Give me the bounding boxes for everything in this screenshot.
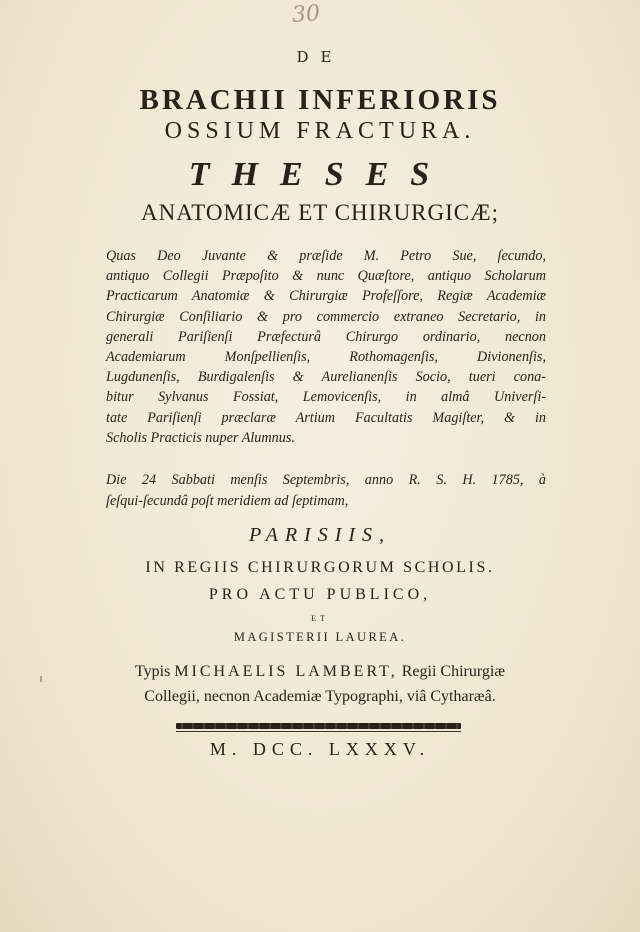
imprint-line-1: IN REGIIS CHIRURGORUM SCHOLIS. (145, 559, 495, 576)
place-parisiis: PARISIIS, (248, 524, 392, 546)
printer-line (0, 663, 640, 681)
title-de: DE (296, 48, 344, 66)
body-line: Practicarum Anatomiæ & Chirurgiæ Profeſſore, Regiæ Academiæ (106, 288, 546, 305)
body-line: Scholis Practicis nuper Alumnus. (106, 429, 295, 446)
printer-address: Collegii, necnon Academiæ Typographi, viâ Cytharæâ. (144, 688, 496, 705)
date-paragraph (106, 470, 546, 512)
imprint-line-3: MAGISTERII LAUREA. (233, 630, 407, 644)
imprint-line-2: PRO ACTU PUBLICO, (208, 586, 432, 603)
date-line: Die 24 Sabbati menſis Septembris, anno R. S. H. 1785, à (106, 472, 546, 488)
body-line: generali Pariſienſi Præfecturâ Chirurgo ordinario, necnon (106, 328, 546, 345)
handwritten-note: 30 (291, 1, 321, 28)
body-line: Quas Deo Juvante & præſide M. Petro Sue, ſecundo, (106, 248, 546, 264)
title-theses: THESES (188, 156, 452, 193)
title-line-4: ANATOMICÆ ET CHIRURGICÆ; (141, 200, 499, 225)
publication-year: M. DCC. LXXXV. (209, 739, 431, 759)
body-line: Lugdunenſis, Burdigalenſis & Aurelianenſis Socio, tueri cona- (106, 369, 546, 386)
ornamental-rule (176, 723, 461, 729)
body-line: bitur Sylvanus Fossiat, Lemovicenſis, in almâ Univerſi- (106, 389, 546, 406)
paper-mark (40, 676, 42, 682)
printer-prefix: Typis (135, 663, 171, 680)
body-line: Chirurgiæ Conſiliario & pro commercio extraneo Secretario, in (106, 308, 546, 325)
body-line: Academiarum Monſpellienſis, Rothomagenſis, Divionenſis, (106, 349, 546, 366)
title-line-2: OSSIUM FRACTURA. (164, 118, 476, 144)
dedication-paragraph (106, 246, 546, 448)
printer-suffix: Regii Chirurgiæ (401, 663, 505, 680)
thin-rule (176, 731, 461, 732)
printer-name: MICHAELIS LAMBERT, (174, 663, 398, 680)
body-line: antiquo Collegii Præpoſito & nunc Quæſtore, antiquo Scholarum (106, 268, 546, 285)
body-line: tate Pariſienſi præclaræ Artium Facultatis Magiſter, & in (106, 409, 546, 426)
title-line-1: BRACHII INFERIORIS (139, 84, 501, 116)
imprint-et: ET (311, 614, 329, 623)
date-line: ſeſqui-ſecundâ poſt meridiem ad ſeptimam, (106, 493, 349, 509)
